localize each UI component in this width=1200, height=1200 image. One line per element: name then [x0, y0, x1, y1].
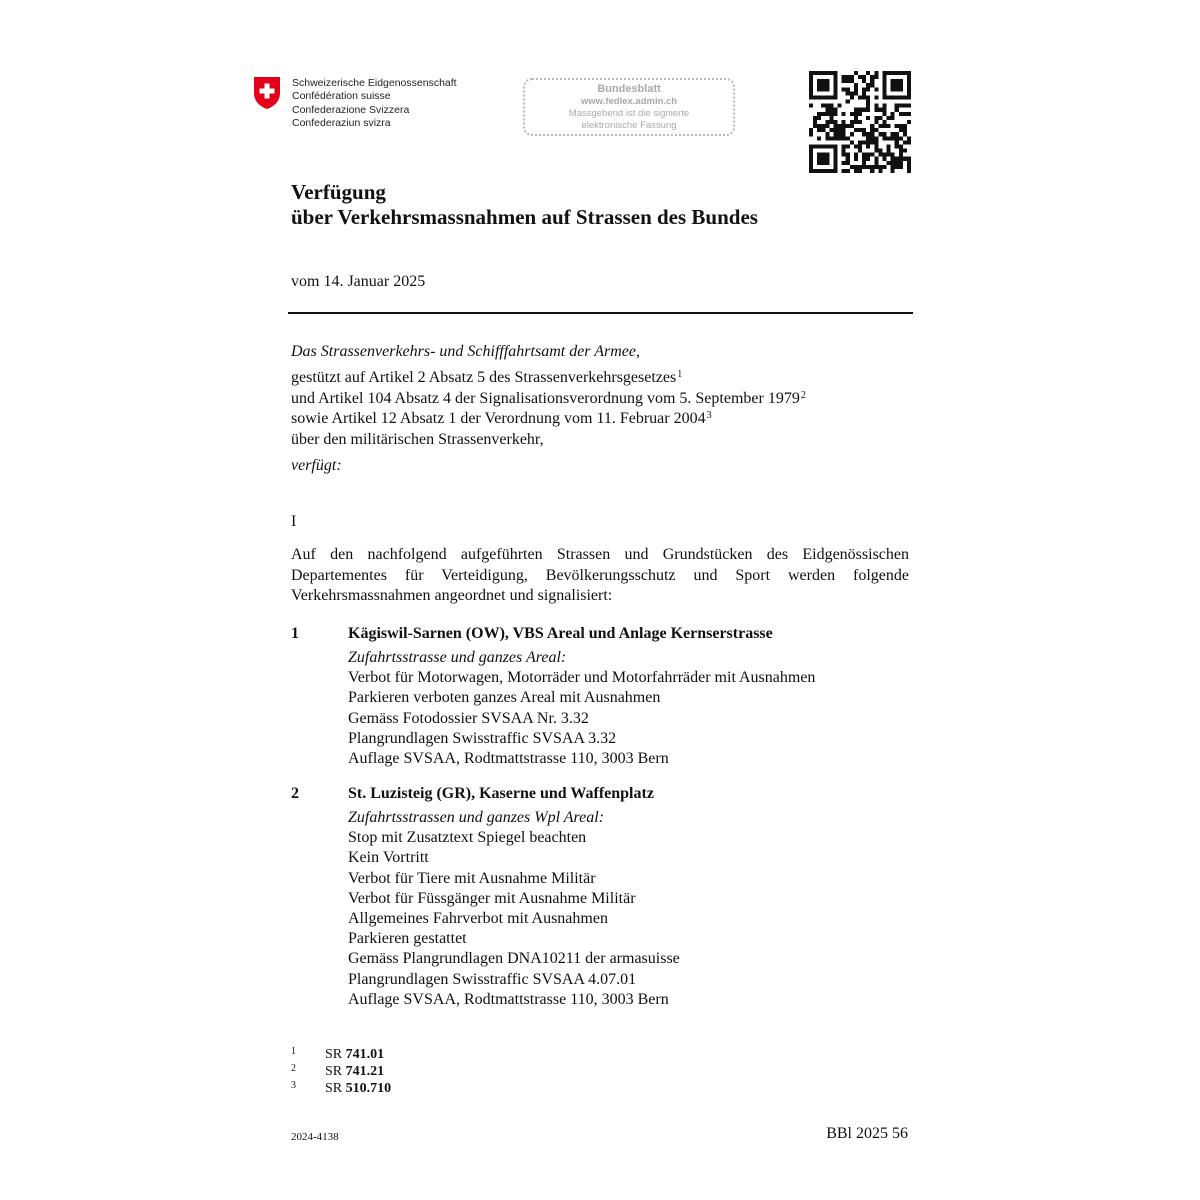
- swiss-crest-logo: [252, 76, 282, 110]
- confederation-names: [292, 77, 457, 131]
- item-line: Verbot für Motorwagen, Motorräder und Motorfahrräder mit Ausnahmen: [348, 669, 816, 687]
- item-line: Verbot für Füssgänger mit Ausnahme Militär: [348, 889, 636, 907]
- legal-basis-line: gestützt auf Artikel 2 Absatz 5 des Strassenverkehrsgesetzes$^1$: [291, 369, 683, 386]
- item-scope: Zufahrtsstrassen und ganzes Wpl Areal:: [348, 809, 605, 826]
- document-title: [291, 180, 758, 230]
- footnote-number: 1: [291, 1046, 296, 1057]
- document-id: 2024-4138: [291, 1131, 339, 1143]
- section-intro: Auf den nachfolgend aufgeführten Strassen und Grundstücken des Eidgenössischen Departementes für Verteidigung, Bevölkerungsschutz und Sport werden folgende Verkehrsmassnahmen angeordnet und signalisiert:: [291, 546, 909, 604]
- footnote: [291, 1046, 391, 1063]
- item-line: Parkieren gestattet: [348, 930, 467, 948]
- item-title: St. Luzisteig (GR), Kaserne und Waffenplatz: [348, 785, 654, 802]
- title-line-2: über Verkehrsmassnahmen auf Strassen des Bundes: [291, 205, 758, 229]
- item-line: Stop mit Zusatztext Spiegel beachten: [348, 829, 587, 847]
- legal-basis-line: sowie Artikel 12 Absatz 1 der Verordnung vom 11. Februar 2004$^3$: [291, 410, 712, 427]
- bundesblatt-stamp: [523, 78, 735, 136]
- footnote-prefix: SR: [325, 1047, 343, 1062]
- item-details: [348, 808, 680, 1010]
- confederation-line-de: Schweizerische Eidgenossenschaft: [292, 77, 457, 89]
- item-line: Plangrundlagen Swisstraffic SVSAA 3.32: [348, 729, 617, 747]
- footnote: [291, 1063, 391, 1080]
- footnote-prefix: SR: [325, 1081, 343, 1096]
- item-line: Auflage SVSAA, Rodtmattstrasse 110, 3003 Bern: [348, 990, 669, 1008]
- decree-word: verfügt:: [291, 457, 342, 474]
- stamp-url: www.fedlex.admin.ch: [580, 96, 678, 107]
- item-scope: Zufahrtsstrasse und ganzes Areal:: [348, 649, 567, 666]
- legal-basis-line: und Artikel 104 Absatz 4 der Signalisationsverordnung vom 5. September 1979$^2$: [291, 389, 806, 407]
- issuing-authority: Das Strassenverkehrs- und Schifffahrtsamt der Armee,: [291, 343, 640, 360]
- legal-basis: [291, 368, 806, 450]
- item-number: 1: [291, 625, 299, 642]
- item-line: Verbot für Tiere mit Ausnahme Militär: [348, 869, 596, 887]
- item-line: Allgemeines Fahrverbot mit Ausnahmen: [348, 910, 608, 928]
- confederation-line-rm: Confederaziun svizra: [292, 117, 391, 130]
- title-line-1: Verfügung: [291, 180, 386, 204]
- footnote-ref: 741.21: [345, 1064, 385, 1079]
- stamp-note-1: Massgebend ist die signierte: [568, 108, 690, 119]
- footnote-number: 3: [291, 1080, 296, 1091]
- footnote-ref: 510.710: [345, 1081, 392, 1096]
- item-line: Parkieren verboten ganzes Areal mit Ausnahmen: [348, 689, 661, 707]
- title-divider: [288, 312, 913, 314]
- legal-basis-line: über den militärischen Strassenverkehr,: [291, 430, 544, 448]
- item-line: Gemäss Plangrundlagen DNA10211 der armasuisse: [348, 950, 680, 968]
- footnote-ref: 741.01: [345, 1047, 385, 1062]
- section-number: I: [291, 513, 297, 530]
- item-line: Kein Vortritt: [348, 849, 429, 867]
- document-date: vom 14. Januar 2025: [291, 273, 426, 290]
- stamp-title: Bundesblatt: [597, 83, 661, 95]
- footnote-marker: 2: [800, 389, 806, 401]
- item-details: [348, 648, 815, 769]
- item-line: Plangrundlagen Swisstraffic SVSAA 4.07.01: [348, 970, 637, 988]
- confederation-line-fr: Confédération suisse: [292, 90, 391, 103]
- item-number: 2: [291, 785, 299, 802]
- footnote-number: 2: [291, 1063, 296, 1074]
- footnote-marker: 3: [706, 410, 712, 421]
- item-line: Gemäss Fotodossier SVSAA Nr. 3.32: [348, 709, 589, 727]
- footnote-marker: 1: [677, 369, 683, 380]
- footnote: [291, 1080, 391, 1097]
- footnote-prefix: SR: [325, 1064, 343, 1079]
- stamp-note-2: elektronische Fassung: [581, 120, 677, 131]
- item-title: Kägiswil-Sarnen (OW), VBS Areal und Anlage Kernserstrasse: [348, 625, 773, 642]
- bundesblatt-reference: BBl 2025 56: [826, 1125, 908, 1142]
- item-line: Auflage SVSAA, Rodtmattstrasse 110, 3003 Bern: [348, 750, 669, 768]
- confederation-line-it: Confederazione Svizzera: [292, 103, 410, 116]
- footnotes: [291, 1046, 391, 1097]
- qr-code: [809, 71, 911, 173]
